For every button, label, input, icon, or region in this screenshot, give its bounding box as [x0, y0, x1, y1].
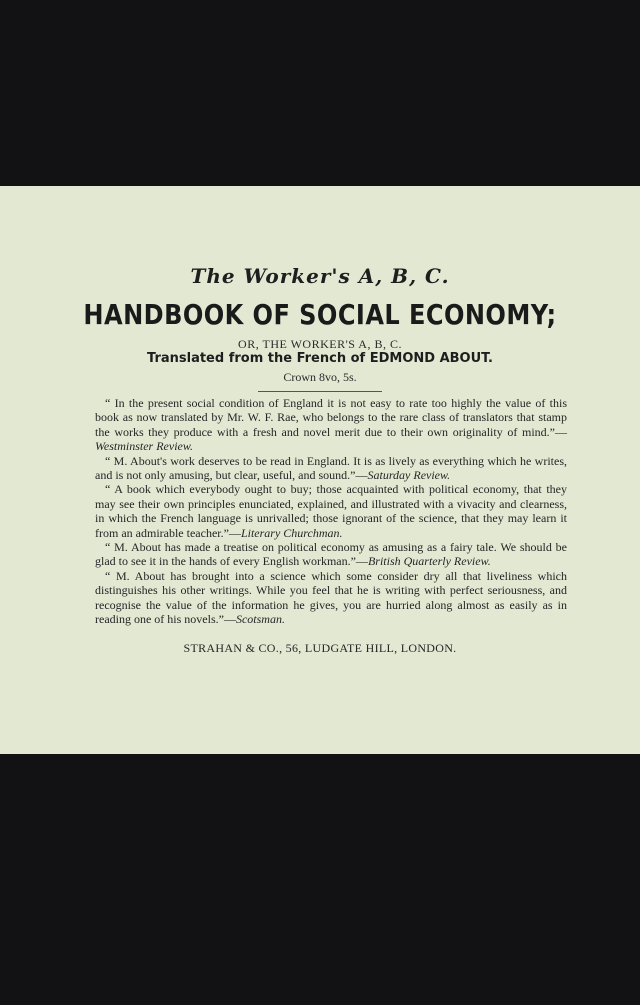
quote-source: Saturday Review.: [367, 468, 451, 483]
quote-text: “ M. About has brought into a science which some consider dry all that liveliness which distinguishes his other writings. While you feel that he is writing with perfect seriousness, and recognise the value of the information he gives, you are hurried along almost as easily as in reading one of his novels.”—: [95, 568, 567, 627]
quote-text: “ A book which everybody ought to buy; those acquainted with political economy, that they may see their own principles enunciated, explained, and illustrated with a vivacity and clearness, in which the French language is unrivalled; those ignorant of the science, that they may learn it from an admirable teacher.”—: [95, 482, 567, 540]
divider-rule: [258, 391, 382, 392]
scan-border-bottom: [0, 754, 640, 1005]
publisher-imprint: STRAHAN & CO., 56, LUDGATE HILL, LONDON.: [183, 641, 457, 655]
quote-text: “ M. About has made a treatise on political economy as amusing as a fairy tale. We should be glad to see it in the hands of every English workman.”—: [95, 540, 567, 569]
scan-border-top: [0, 0, 640, 186]
review-quote: [95, 482, 567, 540]
format-price: Crown 8vo, 5s.: [283, 370, 357, 384]
review-quote: [95, 454, 567, 483]
quote-source: Literary Churchman.: [240, 525, 343, 540]
quote-text: “ M. About's work deserves to be read in England. It is as lively as everything which he writes, and is not only amusing, but clear, useful, and sound.”—: [95, 453, 567, 483]
review-quote: [95, 569, 567, 627]
review-quotes: [95, 396, 567, 627]
translator-line: Translated from the French of EDMOND ABOUT.: [147, 351, 493, 366]
quote-source: Scotsman.: [235, 612, 285, 627]
review-quote: [95, 396, 567, 454]
book-subtitle: OR, THE WORKER'S A, B, C.: [238, 337, 402, 351]
review-quote: [95, 540, 567, 569]
quote-text: “ In the present social condition of England it is not easy to rate too highly the value of this book as now translated by Mr. W. F. Rae, who belongs to the rare class of translators that stamp the works they produce with a fresh and novel merit due to their own originality of mind.”—: [95, 396, 567, 439]
quote-source: Westminster Review.: [95, 439, 193, 454]
quote-source: British Quarterly Review.: [367, 554, 491, 569]
advertisement-page: [0, 186, 640, 754]
book-title: HANDBOOK OF SOCIAL ECONOMY;: [83, 298, 557, 331]
masthead: The Worker's A, B, C.: [190, 264, 450, 288]
